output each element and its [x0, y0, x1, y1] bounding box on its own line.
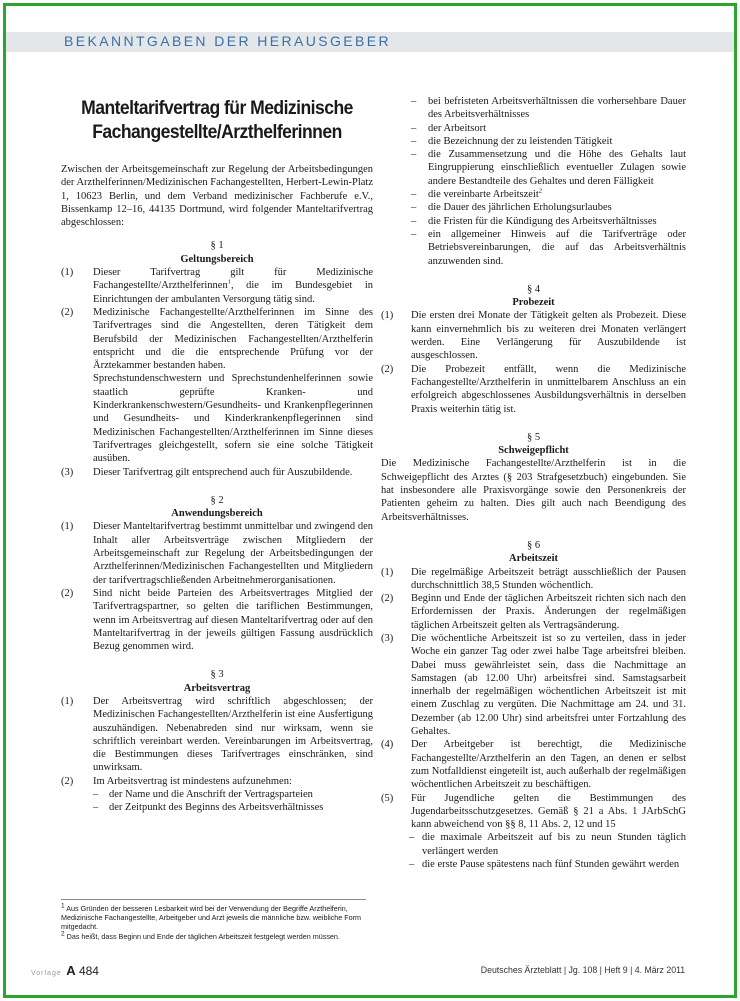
- section-title: Schweigepflicht: [498, 445, 569, 457]
- paragraph-text: Der Arbeitsvertrag wird schriftlich abgeschlossen; der Medizinischen Fachangestellten/Arzthelferin ist eine Ausfertigung auszuhändigen. Nebenabreden sind nur wirksam, wenn sie schriftlich vereinbart werden. Vereinbarungen im Arbeitsvertrag, die Bestimmungen dieses Tarifvertrages einschränken, sind unwirksam.: [93, 695, 373, 774]
- article-title: [77, 96, 358, 144]
- article-title-line-2: Fachangestellte/Arzthelferinnen: [92, 121, 342, 143]
- paragraph-text: Die Probezeit entfällt, wenn die Medizinische Fachangestellte/Arzthelferin in unmittelbarem Anschluss an ein erfolgreich abgeschlossenes Ausbildungsverhältnis in derselben Praxis weiterhin tätig ist.: [411, 363, 686, 415]
- list-item: – die Zusammensetzung und die Höhe des Gehalts laut Eingruppierung einschließlich eventueller Zulagen sowie andere Bestandteile des Gehaltes und deren Fälligkeit: [411, 148, 686, 188]
- footnote-mark: 1: [61, 902, 65, 910]
- page-number-block: [31, 962, 99, 980]
- list-item: – bei befristeten Arbeitsverhältnissen die vorhersehbare Dauer des Arbeitsverhältnisses: [411, 95, 686, 122]
- section-title: Anwendungsbereich: [171, 508, 263, 520]
- page-number-value: 484: [78, 964, 99, 978]
- footnote-mark: 2: [61, 930, 65, 938]
- paragraph: [381, 738, 686, 791]
- required-items-list: [93, 788, 373, 815]
- list-item: – die erste Pause spätestens nach fünf Stunden gewährt werden: [409, 858, 686, 871]
- section-number: § 2: [210, 494, 224, 506]
- paragraph-text: Die wöchentliche Arbeitszeit ist so zu verteilen, dass in jeder Woche ein ganzer Tag oder zwei halbe Tage arbeitsfrei bleiben. Dabei muss gewährleistet sein, dass die Nachmittage an Samstagen (ab 12.00 Uhr) arbeitsfrei sind. Samstagsarbeit innerhalb der regelmäßigen wöchentlichen Arbeitszeit ist mit einem Zuschlag zu vergüten. Die Nachmittage am 24. und 31. Dezember (ab 12.00 Uhr) sind arbeitsfrei unter Fortzahlung des Gehaltes.: [411, 632, 686, 738]
- paragraph: [61, 306, 373, 466]
- article-title-line-1: Manteltarifvertrag für Medizinische: [81, 97, 353, 119]
- paragraph-text: , die im Bundesgebiet in Einrichtungen der ambulanten Versorgung tätig sind.: [93, 280, 373, 305]
- section-title: Probezeit: [512, 297, 555, 309]
- section-title: Geltungsbereich: [180, 253, 254, 265]
- section-number: § 1: [210, 240, 224, 252]
- section-3: [61, 668, 373, 814]
- list-item: – der Name und die Anschrift der Vertragsparteien: [93, 788, 373, 801]
- paragraph-number: (1): [61, 695, 74, 707]
- paragraph-text: Die regelmäßige Arbeitszeit beträgt ausschließlich der Pausen durchschnittlich 38,5 Stunden wöchentlich.: [411, 566, 686, 591]
- section-2: [61, 494, 373, 654]
- watermark-text: Vorlage: [31, 970, 62, 977]
- list-item: – die Dauer des jährlichen Erholungsurlaubes: [411, 201, 686, 214]
- footnote: [61, 904, 366, 931]
- footnote-text: Aus Gründen der besseren Lesbarkeit wird bei der Verwendung der Begriffe Arzthelferin, Medizinische Fachangestellte, Arbeitgeber und Arzt jeweils die männliche bzw. weibliche Form mitgedacht.: [61, 904, 362, 931]
- section-title: Arbeitsvertrag: [183, 682, 251, 694]
- section-number: § 3: [210, 669, 224, 681]
- paragraph-text: Die ersten drei Monate der Tätigkeit gelten als Probezeit. Diese kann einvernehmlich bis zu weiteren drei Monaten verlängert werden. Eine Verlängerung für Auszubildende ist ausgeschlossen.: [411, 310, 686, 362]
- paragraph-number: (1): [381, 566, 394, 578]
- paragraph: [61, 520, 373, 586]
- paragraph-number: (4): [381, 739, 394, 751]
- paragraph-number: (1): [61, 267, 74, 279]
- paragraph-number: (2): [381, 363, 394, 375]
- page-number: [66, 964, 99, 978]
- section-4: [381, 283, 686, 416]
- page-prefix: A: [66, 963, 76, 978]
- paragraph: [61, 466, 373, 479]
- section-header-label: BEKANNTGABEN DER HERAUSGEBER: [64, 33, 392, 49]
- section-number: § 4: [526, 283, 541, 295]
- paragraph-text: Der Arbeitgeber ist berechtigt, die Medizinische Fachangestellte/Arzthelferin an den Tagen, an denen er selbst zum Notfalldienst eingeteilt ist, auch außerhalb der regelmäßigen wöchentlichen Arbeitszeit zu beschäftigen.: [411, 739, 686, 791]
- list-item-text: die vereinbarte Arbeitszeit: [428, 189, 539, 201]
- list-item: [411, 188, 686, 201]
- paragraph-number: (1): [381, 310, 394, 322]
- paragraph: [381, 566, 686, 593]
- paragraph-text: Im Arbeitsvertrag ist mindestens aufzunehmen:: [93, 775, 292, 787]
- page-frame: [3, 3, 737, 998]
- paragraph: [61, 587, 373, 653]
- paragraph-text: Sprechstundenschwestern und Sprechstundenhelferinnen sowie staatlich geprüfte Kranken- und Kinderkrankenschwestern/Gesundheits- und Krankenpflegerinnen und Gesundheits- und Kinderkrankenpflegerinnen sind Medizinischen Fachangestellten/Arzthelferinnen im Sinne dieses Tarifvertrages gleichgestellt, sofern sie eine solche Tätigkeit ausüben.: [93, 373, 373, 465]
- footnotes: [61, 899, 366, 942]
- section-header-band: [6, 32, 734, 52]
- paragraph-number: (3): [61, 466, 74, 478]
- paragraph-text: Beginn und Ende der täglichen Arbeitszeit richten sich nach den Erfordernissen der Praxis. Änderungen der regelmäßigen täglichen Arbeitszeit gelten als Vertragsänderung.: [411, 593, 686, 631]
- section-title: Arbeitszeit: [509, 553, 558, 565]
- paragraph: [61, 266, 373, 306]
- youth-exceptions-list: [381, 831, 686, 871]
- paragraph: [381, 632, 686, 738]
- list-item: – die maximale Arbeitszeit auf bis zu neun Stunden täglich verlängert werden: [409, 831, 686, 858]
- footnote-text: Das heißt, dass Beginn und Ende der täglichen Arbeitszeit festgelegt werden müssen.: [66, 932, 340, 941]
- list-item: – ein allgemeiner Hinweis auf die Tarifverträge oder Betriebsvereinbarungen, die auf das Arbeitsverhältnis anzuwenden sind.: [411, 228, 686, 268]
- required-items-list-continued: [381, 95, 686, 268]
- intro-paragraph: Zwischen der Arbeitsgemeinschaft zur Regelung der Arbeitsbedingungen der Arzthelferinnen/Medizinischen Fachangestellten, Herbert-Lewin-Platz 1, 10623 Berlin, und dem Verband medizinischer Fachberufe e.V., Bissenkamp 12–16, 44135 Dortmund, wird folgender Manteltarifvertrag abgeschlossen:: [61, 164, 373, 229]
- list-item: – der Arbeitsort: [411, 122, 686, 135]
- section-5: [381, 431, 686, 524]
- paragraph-number: (2): [61, 775, 74, 787]
- list-item: – die Bezeichnung der zu leistenden Tätigkeit: [411, 135, 686, 148]
- section-1: [61, 239, 373, 478]
- paragraph-text: Dieser Manteltarifvertrag bestimmt unmittelbar und zwingend den Inhalt aller Arbeitsverträge zwischen Mitgliedern der Arbeitsgemeinschaft zur Regelung der Arbeitsbedingungen der Arzthelferinnen/Medizinischen Fachangestellten und Mitgliedern der tarifvertragschließenden Arbeitnehmerorganisationen.: [93, 521, 373, 586]
- list-item: – die Fristen für die Kündigung des Arbeitsverhältnisses: [411, 215, 686, 228]
- list-item: – der Zeitpunkt des Beginns des Arbeitsverhältnisses: [93, 801, 373, 814]
- paragraph-text: Dieser Tarifvertrag gilt entsprechend auch für Auszubildende.: [93, 466, 353, 478]
- paragraph: [61, 695, 373, 775]
- paragraph: [381, 792, 686, 872]
- paragraph: [61, 775, 373, 815]
- journal-citation: Deutsches Ärzteblatt | Jg. 108 | Heft 9 | 4. März 2011: [480, 965, 685, 976]
- paragraph-text: Sind nicht beide Parteien des Arbeitsvertrages Mitglied der Tarifvertragspartner, so gelten die tariflichen Bestimmungen, wenn im Arbeitsvertrag auf diesen Manteltarifvertrag oder auf den Manteltarifvertrag in der jeweils gültigen Fassung ausdrücklich Bezug genommen wird.: [93, 587, 373, 653]
- paragraph: [381, 363, 686, 416]
- paragraph: [381, 309, 686, 362]
- paragraph-text: Für Jugendliche gelten die Bestimmungen des Jugendarbeitsschutzgesetzes. Gemäß § 21 a Abs. 1 JArbSchG kann abweichend von §§ 8, 11 Abs. 2, 12 und 15: [411, 792, 686, 831]
- section-6: [381, 539, 686, 871]
- paragraph: [381, 592, 686, 632]
- paragraph-text: Medizinische Fachangestellte/Arzthelferinnen im Sinne des Tarifvertrages sind die Angestellten, deren Tätigkeit dem Berufsbild der Medizinischen Fachangestellten/Arzthelferin entspricht und die die entsprechende Prüfung vor der Ärztekammer bestanden haben.: [93, 306, 373, 372]
- right-column: [381, 95, 686, 871]
- paragraph-number: (2): [381, 593, 394, 605]
- paragraph-number: (2): [61, 306, 74, 318]
- paragraph-number: (2): [61, 587, 74, 599]
- paragraph-text: Dieser Tarifvertrag gilt für Medizinische Fachangestellte/Arzthelferinnen: [93, 267, 373, 292]
- footnote: [61, 932, 366, 941]
- footnote-mark: 1: [227, 278, 231, 286]
- section-number: § 6: [526, 539, 541, 551]
- paragraph-text: Die Medizinische Fachangestellte/Arzthelferin ist in die Schweigepflicht des Arztes (§ 203 Strafgesetzbuch) eingebunden. Sie hat insbesondere alle Praxisvorgänge sowie den Personenkreis der Patienten geheim zu halten. Dies gilt auch nach Beendigung des Arbeitsverhältnisses.: [381, 458, 686, 523]
- paragraph-number: (3): [381, 632, 394, 644]
- section-number: § 5: [526, 431, 541, 443]
- paragraph-number: (1): [61, 521, 74, 533]
- footnote-mark: 2: [538, 187, 543, 195]
- left-column: [61, 96, 373, 815]
- paragraph-number: (5): [381, 792, 394, 804]
